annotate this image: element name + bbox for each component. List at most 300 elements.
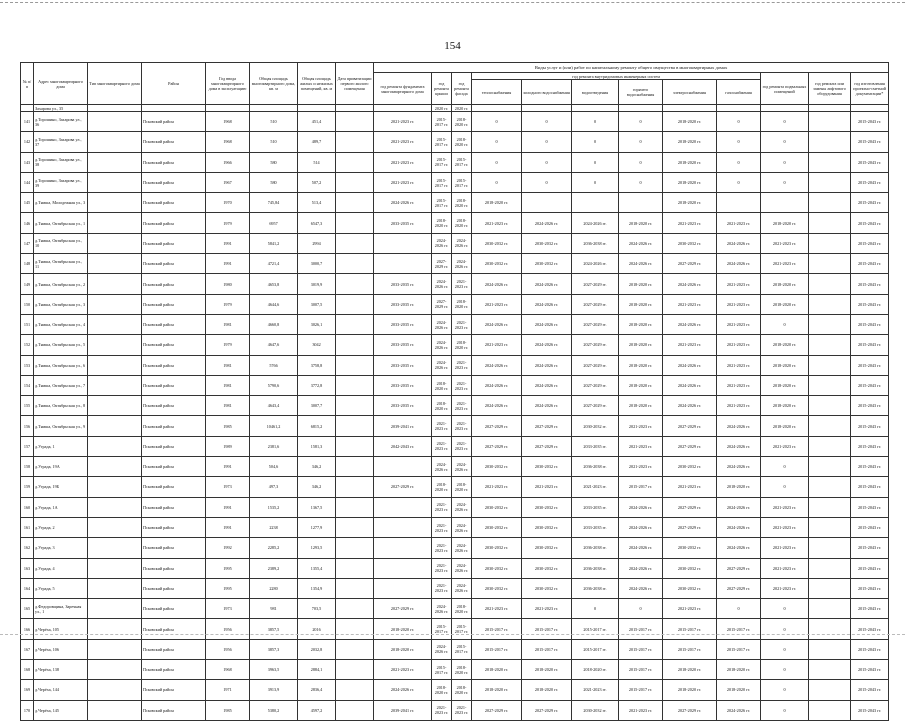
cell-elevator — [809, 416, 851, 436]
col-electricity: электроснабжения — [663, 80, 717, 105]
cell-gas: 2018-2020 гг. — [717, 477, 761, 497]
cell-sewer: 2027-2029 гг. — [572, 335, 619, 355]
cell-living-area: 1367,5 — [298, 497, 336, 517]
table-row — [21, 436, 889, 456]
cell-type — [88, 213, 142, 233]
cell-type — [88, 497, 142, 517]
cell-num: 146 — [21, 213, 34, 233]
cell-design-docs: 2015-2043 гг. — [851, 213, 889, 233]
col-total-area: Общая площадь многоквартирного дома, кв. м — [250, 63, 298, 105]
cell-type — [88, 294, 142, 314]
cell-address: д.Черёха, 138 — [34, 660, 88, 680]
cell-living-area: 1293,5 — [298, 538, 336, 558]
cell-elevator — [809, 619, 851, 639]
cell-living-area: 2032,8 — [298, 639, 336, 659]
cell-address: д.Уграда, 19Б — [34, 477, 88, 497]
table-row — [21, 132, 889, 152]
cell-foundation — [374, 254, 432, 274]
cell-address: д.Тямша, Октябрьская ул., 1 — [34, 213, 88, 233]
cell-hot-water: 2021-2023 гг. — [619, 416, 663, 436]
cell-address: д.Черёха, 105 — [34, 619, 88, 639]
cell-heat: 0 — [472, 132, 522, 152]
cell-num: 170 — [21, 700, 34, 720]
cell-roof: 2018-2020 гг. — [432, 680, 452, 700]
cell-num: 169 — [21, 680, 34, 700]
cell-sewer: 0 — [572, 152, 619, 172]
cell-living-area: 346,2 — [298, 457, 336, 477]
cell-gas: 2024-2026 гг. — [717, 457, 761, 477]
cell-year-built: 1956 — [206, 619, 250, 639]
cell-basement: 0 — [761, 152, 809, 172]
cell-num: 156 — [21, 416, 34, 436]
cell-year-built: 1981 — [206, 314, 250, 334]
cell-privatization — [336, 660, 374, 680]
cell-year-built: 1991 — [206, 457, 250, 477]
cell-cold-water: 2018-2020 гг. — [522, 660, 572, 680]
cell-living-area: 3026,1 — [298, 314, 336, 334]
cell-living-area: 514 — [298, 152, 336, 172]
cell-privatization — [336, 538, 374, 558]
cell-basement: 2018-2020 гг. — [761, 294, 809, 314]
cell-foundation: 2033-2035 гг. — [374, 375, 432, 395]
cell-gas: 0 — [717, 132, 761, 152]
cell-year-built: 1973 — [206, 599, 250, 619]
cell-electricity: 2030-2032 гг. — [663, 538, 717, 558]
cell-heat: 2021-2023 гг. — [472, 335, 522, 355]
col-gas: газоснабжения — [717, 80, 761, 105]
cell-roof: 2021-2023 гг. — [432, 558, 452, 578]
cell-type — [88, 558, 142, 578]
cell-cold-water — [522, 193, 572, 213]
cell-electricity: 2021-2023 гг. — [663, 477, 717, 497]
cell-roof: 2021-2023 гг. — [432, 578, 452, 598]
cell-living-area: 1355,4 — [298, 558, 336, 578]
cell-num: 150 — [21, 294, 34, 314]
table-row — [21, 457, 889, 477]
cell-design-docs: 2015-2043 гг. — [851, 599, 889, 619]
cell-total-area: 5766 — [250, 355, 298, 375]
cell-heat: 2030-2032 гг. — [472, 578, 522, 598]
cell-electricity: 2024-2026 гг. — [663, 396, 717, 416]
cell-facade: 2021-2023 гг. — [452, 700, 472, 720]
cell-address: д.Уграда, 4 — [34, 558, 88, 578]
cell-gas: 2021-2023 гг. — [717, 335, 761, 355]
cell-living-area: 2016 — [298, 619, 336, 639]
cell-facade: 2015-2017 гг. — [452, 619, 472, 639]
table-row — [21, 660, 889, 680]
table-row — [21, 314, 889, 334]
cell-elevator — [809, 233, 851, 253]
cell-district: Псковский район — [142, 700, 206, 720]
cell-electricity: 2018-2020 гг. — [663, 193, 717, 213]
cell-heat: 2024-2026 гг. — [472, 314, 522, 334]
cell-electricity: 2018-2020 гг. — [663, 132, 717, 152]
cell-sewer: 2015-2017 гг. — [572, 639, 619, 659]
cell-heat: 2030-2032 гг. — [472, 558, 522, 578]
cell-roof: 2015-2017 гг. — [432, 152, 452, 172]
cell-type — [88, 639, 142, 659]
cell-design-docs: 2015-2043 гг. — [851, 172, 889, 192]
cell-cold-water: 0 — [522, 172, 572, 192]
engineering-group-header: год ремонта внутридомовых инженерных систем — [472, 73, 761, 80]
cell-num: 154 — [21, 375, 34, 395]
cell-design-docs: 2015-2043 гг. — [851, 132, 889, 152]
cell-facade: 2021-2023 гг. — [452, 375, 472, 395]
cell-cold-water: 2021-2023 гг. — [522, 599, 572, 619]
cell-elevator — [809, 639, 851, 659]
cell-design-docs: 2015-2043 гг. — [851, 477, 889, 497]
cell-roof: 2024-2026 гг. — [432, 599, 452, 619]
cell-district: Псковский район — [142, 213, 206, 233]
cell-electricity: 2030-2032 гг. — [663, 558, 717, 578]
cell-cold-water: 0 — [522, 112, 572, 132]
cell-living-area: 6815,2 — [298, 416, 336, 436]
cell-type — [88, 436, 142, 456]
cell-facade: 2021-2023 гг. — [452, 396, 472, 416]
cell-cold-water: 2027-2029 гг. — [522, 700, 572, 720]
cell-electricity: 2027-2029 гг. — [663, 517, 717, 537]
cell-total-area: 2381,6 — [250, 436, 298, 456]
cell-design-docs: 2015-2043 гг. — [851, 538, 889, 558]
cell-gas: 2018-2020 гг. — [717, 680, 761, 700]
cell-type — [88, 112, 142, 132]
cell-design-docs: 2015-2043 гг. — [851, 497, 889, 517]
table-row — [21, 112, 889, 132]
cell-foundation: 2033-2035 гг. — [374, 274, 432, 294]
cell-sewer: 2036-2038 гг. — [572, 457, 619, 477]
cell-design-docs: 2015-2043 гг. — [851, 639, 889, 659]
cell-year-built: 1956 — [206, 639, 250, 659]
cell-num: 142 — [21, 132, 34, 152]
cell-year-built: 1985 — [206, 416, 250, 436]
table-row — [21, 538, 889, 558]
cell-sewer: 2036-2038 гг. — [572, 233, 619, 253]
cell-living-area: 2884,1 — [298, 660, 336, 680]
cell-basement: 0 — [761, 132, 809, 152]
cell-sewer: 2024-2026 гг. — [572, 213, 619, 233]
cell-facade: 2024-2026 гг. — [452, 578, 472, 598]
cell-basement: 2021-2023 гг. — [761, 233, 809, 253]
cell-privatization — [336, 396, 374, 416]
cell-sewer — [572, 193, 619, 213]
cell-roof: 2024-2026 гг. — [432, 314, 452, 334]
cell-facade: 2015-2017 гг. — [452, 639, 472, 659]
cell-address: д.Тямша, Октябрьская ул., 6 — [34, 355, 88, 375]
cell-heat: 2018-2020 гг. — [472, 193, 522, 213]
cell-facade: 2021-2023 гг. — [452, 274, 472, 294]
cell-heat: 0 — [472, 112, 522, 132]
cell-cold-water: 2024-2026 гг. — [522, 335, 572, 355]
cell-cold-water: 2024-2026 гг. — [522, 213, 572, 233]
cell-heat: 2018-2020 гг. — [472, 660, 522, 680]
cell-basement: 2021-2023 гг. — [761, 517, 809, 537]
cell-roof: 2015-2017 гг. — [432, 112, 452, 132]
cell-elevator — [809, 599, 851, 619]
cell-cold-water: 2024-2026 гг. — [522, 314, 572, 334]
cell-electricity: 2030-2032 гг. — [663, 578, 717, 598]
cell-type — [88, 314, 142, 334]
cell-sewer: 2027-2029 гг. — [572, 375, 619, 395]
cell-heat: 2015-2017 гг. — [472, 639, 522, 659]
cell-foundation: 2033-2035 гг. — [374, 294, 432, 314]
col-living-area: Общая площадь жилых и нежилых помещений, кв. м — [298, 63, 336, 105]
cell-heat: 2021-2023 гг. — [472, 477, 522, 497]
cell-electricity: 2030-2032 гг. — [663, 233, 717, 253]
cell-address: д.Уграда, 19А — [34, 457, 88, 477]
table-row — [21, 680, 889, 700]
cell-type — [88, 457, 142, 477]
cell-design-docs: 2015-2043 гг. — [851, 152, 889, 172]
cell-foundation — [374, 538, 432, 558]
cell-hot-water: 0 — [619, 152, 663, 172]
cell-sewer: 0 — [572, 172, 619, 192]
cell-gas: 2027-2029 гг. — [717, 558, 761, 578]
cell-electricity: 2018-2020 гг. — [663, 152, 717, 172]
cell-address: д.Тямша, Молодежная ул., 3 — [34, 193, 88, 213]
cell-privatization — [336, 152, 374, 172]
cell-district: Псковский район — [142, 457, 206, 477]
cell-type — [88, 233, 142, 253]
cell-roof: 2018-2020 гг. — [432, 396, 452, 416]
cell-cold-water: 2021-2023 гг. — [522, 477, 572, 497]
cell-district: Псковский район — [142, 517, 206, 537]
cell-heat: 2027-2029 гг. — [472, 700, 522, 720]
cell-type — [88, 396, 142, 416]
cell-electricity: 2021-2023 гг. — [663, 599, 717, 619]
cell-basement: 2021-2023 гг. — [761, 497, 809, 517]
cell-roof: 2015-2017 гг. — [432, 193, 452, 213]
cell-type — [88, 132, 142, 152]
cell-design-docs: 2015-2043 гг. — [851, 294, 889, 314]
cell-roof: 2021-2023 гг. — [432, 700, 452, 720]
cell-basement: 2021-2023 гг. — [761, 558, 809, 578]
cell-gas: 2021-2023 гг. — [717, 213, 761, 233]
cell-district: Псковский район — [142, 335, 206, 355]
cell-type — [88, 152, 142, 172]
cell-hot-water: 2018-2020 гг. — [619, 274, 663, 294]
cell-year-built: 1991 — [206, 254, 250, 274]
cell-electricity: 2027-2029 гг. — [663, 254, 717, 274]
cell-num: 149 — [21, 274, 34, 294]
cell-address: д.Торошино, Захарова ул., 37 — [34, 132, 88, 152]
cell-roof: 2024-2026 гг. — [432, 335, 452, 355]
cell-cold-water: 2024-2026 гг. — [522, 375, 572, 395]
cell-roof: 2015-2017 гг. — [432, 660, 452, 680]
cell-privatization — [336, 335, 374, 355]
cell-elevator — [809, 396, 851, 416]
cell-hot-water: 2021-2023 гг. — [619, 457, 663, 477]
cell-living-area: 507,2 — [298, 172, 336, 192]
cell-sewer: 2018-2020 гг. — [572, 660, 619, 680]
cell-facade: 2018-2020 гг. — [452, 132, 472, 152]
cell-gas: 2024-2026 гг. — [717, 233, 761, 253]
cell-hot-water: 2024-2026 гг. — [619, 538, 663, 558]
cell-basement: 0 — [761, 457, 809, 477]
cell-type — [88, 599, 142, 619]
cell-elevator — [809, 578, 851, 598]
cell-type — [88, 619, 142, 639]
cell-num: 147 — [21, 233, 34, 253]
col-num: № п/п — [21, 63, 34, 105]
cell-foundation: 2033-2035 гг. — [374, 335, 432, 355]
table-row — [21, 700, 889, 720]
cell-type — [88, 660, 142, 680]
cell-type — [88, 254, 142, 274]
cell-living-area: 513,4 — [298, 193, 336, 213]
table-row — [21, 294, 889, 314]
cell-basement: 0 — [761, 680, 809, 700]
cell-hot-water: 2018-2020 гг. — [619, 335, 663, 355]
cell-year-built: 1991 — [206, 517, 250, 537]
cell-foundation: 2021-2023 гг. — [374, 112, 432, 132]
cell-hot-water: 2015-2017 гг. — [619, 639, 663, 659]
cell-district: Псковский район — [142, 660, 206, 680]
cell-roof: 2024-2026 гг. — [432, 639, 452, 659]
cell-district: Псковский район — [142, 132, 206, 152]
cell-elevator — [809, 680, 851, 700]
cell-hot-water: 2024-2026 гг. — [619, 497, 663, 517]
cell-gas: 2024-2026 гг. — [717, 254, 761, 274]
cell-district: Псковский район — [142, 193, 206, 213]
cell-roof: 2024-2026 гг. — [432, 274, 452, 294]
cell-foundation: 2024-2026 гг. — [374, 193, 432, 213]
cell-type — [88, 538, 142, 558]
cell-sewer: 2030-2032 гг. — [572, 416, 619, 436]
cell-gas — [717, 193, 761, 213]
cell-hot-water: 2018-2020 гг. — [619, 375, 663, 395]
cell-facade: 2018-2020 гг. — [452, 680, 472, 700]
table-row — [21, 193, 889, 213]
cell-gas: 2021-2023 гг. — [717, 355, 761, 375]
cell-type — [88, 355, 142, 375]
cell-elevator — [809, 152, 851, 172]
cell-district: Псковский район — [142, 477, 206, 497]
cell-total-area: 2280 — [250, 578, 298, 598]
cell-foundation — [374, 517, 432, 537]
cell-type — [88, 375, 142, 395]
cell-living-area: 4597,2 — [298, 700, 336, 720]
cell-gas: 2021-2023 гг. — [717, 294, 761, 314]
cell-facade: 2024-2026 гг. — [452, 254, 472, 274]
cell-address: д.Тямша, Октябрьская ул., 4 — [34, 314, 88, 334]
cell-district: Псковский район — [142, 355, 206, 375]
cell-electricity: 2024-2026 гг. — [663, 355, 717, 375]
cell-cold-water: 2018-2020 гг. — [522, 680, 572, 700]
cell-gas: 2015-2017 гг. — [717, 619, 761, 639]
table-row — [21, 375, 889, 395]
cell-privatization — [336, 599, 374, 619]
cell-design-docs: 2015-2043 гг. — [851, 558, 889, 578]
partial-row-roof: 2020 гг. — [432, 105, 452, 112]
cell-heat: 2030-2032 гг. — [472, 254, 522, 274]
cell-address: д.Тямша, Октябрьская ул., 10 — [34, 233, 88, 253]
cell-address: д.Уграда, 1А — [34, 497, 88, 517]
cell-address: д.Уграда, 3 — [34, 538, 88, 558]
cell-year-built: 1991 — [206, 497, 250, 517]
cell-basement: 2018-2020 гг. — [761, 375, 809, 395]
cell-num: 153 — [21, 355, 34, 375]
cell-design-docs: 2015-2043 гг. — [851, 274, 889, 294]
cell-design-docs: 2015-2043 гг. — [851, 112, 889, 132]
cell-foundation — [374, 578, 432, 598]
cell-type — [88, 193, 142, 213]
cell-district: Псковский район — [142, 578, 206, 598]
cell-living-area: 3000,7 — [298, 254, 336, 274]
scan-edge — [0, 2, 905, 3]
cell-privatization — [336, 578, 374, 598]
col-privatization: Дата приватизации первого жилого помещения — [336, 63, 374, 105]
table-row — [21, 396, 889, 416]
cell-district: Псковский район — [142, 233, 206, 253]
cell-living-area: 3758,8 — [298, 355, 336, 375]
cell-total-area: 3857,5 — [250, 619, 298, 639]
cell-living-area: 3019,9 — [298, 274, 336, 294]
cell-privatization — [336, 639, 374, 659]
cell-address: д.Черёха, 145 — [34, 700, 88, 720]
table-row — [21, 213, 889, 233]
cell-type — [88, 416, 142, 436]
cell-num: 168 — [21, 660, 34, 680]
cell-sewer: 2033-2035 гг. — [572, 497, 619, 517]
cell-foundation: 2024-2026 гг. — [374, 680, 432, 700]
cell-elevator — [809, 375, 851, 395]
cell-num: 151 — [21, 314, 34, 334]
cell-roof: 2018-2020 гг. — [432, 375, 452, 395]
cell-living-area: 703,5 — [298, 599, 336, 619]
cell-design-docs: 2015-2043 гг. — [851, 355, 889, 375]
cell-gas: 2024-2026 гг. — [717, 517, 761, 537]
cell-total-area: 10461,2 — [250, 416, 298, 436]
cell-address: д.Федоровщина, Заречная ул., 1 — [34, 599, 88, 619]
cell-basement: 2021-2023 гг. — [761, 436, 809, 456]
cell-heat: 2024-2026 гг. — [472, 375, 522, 395]
cell-foundation: 2021-2023 гг. — [374, 152, 432, 172]
cell-privatization — [336, 680, 374, 700]
cell-electricity: 2030-2032 гг. — [663, 457, 717, 477]
cell-hot-water: 2015-2017 гг. — [619, 660, 663, 680]
cell-address: д.Торошино, Захарова ул., 38 — [34, 152, 88, 172]
cell-address: д.Тямша, Октябрьская ул., 3 — [34, 294, 88, 314]
cell-num: 152 — [21, 335, 34, 355]
cell-cold-water: 2030-2032 гг. — [522, 497, 572, 517]
cell-total-area: 3913,9 — [250, 680, 298, 700]
table-row — [21, 619, 889, 639]
cell-district: Псковский район — [142, 152, 206, 172]
cell-gas: 0 — [717, 172, 761, 192]
cell-foundation — [374, 457, 432, 477]
cell-cold-water: 2030-2032 гг. — [522, 517, 572, 537]
cell-foundation: 2039-2041 гг. — [374, 700, 432, 720]
cell-year-built: 1991 — [206, 233, 250, 253]
cell-design-docs: 2015-2043 гг. — [851, 578, 889, 598]
cell-privatization — [336, 436, 374, 456]
cell-hot-water: 2018-2020 гг. — [619, 314, 663, 334]
cell-gas: 2021-2023 гг. — [717, 274, 761, 294]
cell-sewer: 2024-2026 гг. — [572, 254, 619, 274]
cell-year-built: 1981 — [206, 355, 250, 375]
cell-sewer: 2015-2017 гг. — [572, 619, 619, 639]
cell-sewer: 2033-2035 гг. — [572, 436, 619, 456]
cell-roof: 2015-2017 гг. — [432, 619, 452, 639]
cell-electricity: 2018-2020 гг. — [663, 680, 717, 700]
cell-facade: 2024-2026 гг. — [452, 233, 472, 253]
cell-electricity: 2021-2023 гг. — [663, 213, 717, 233]
cell-foundation: 2042-2043 гг. — [374, 436, 432, 456]
cell-total-area: 3857,3 — [250, 639, 298, 659]
table-row — [21, 497, 889, 517]
cell-basement: 0 — [761, 599, 809, 619]
cell-num: 163 — [21, 558, 34, 578]
